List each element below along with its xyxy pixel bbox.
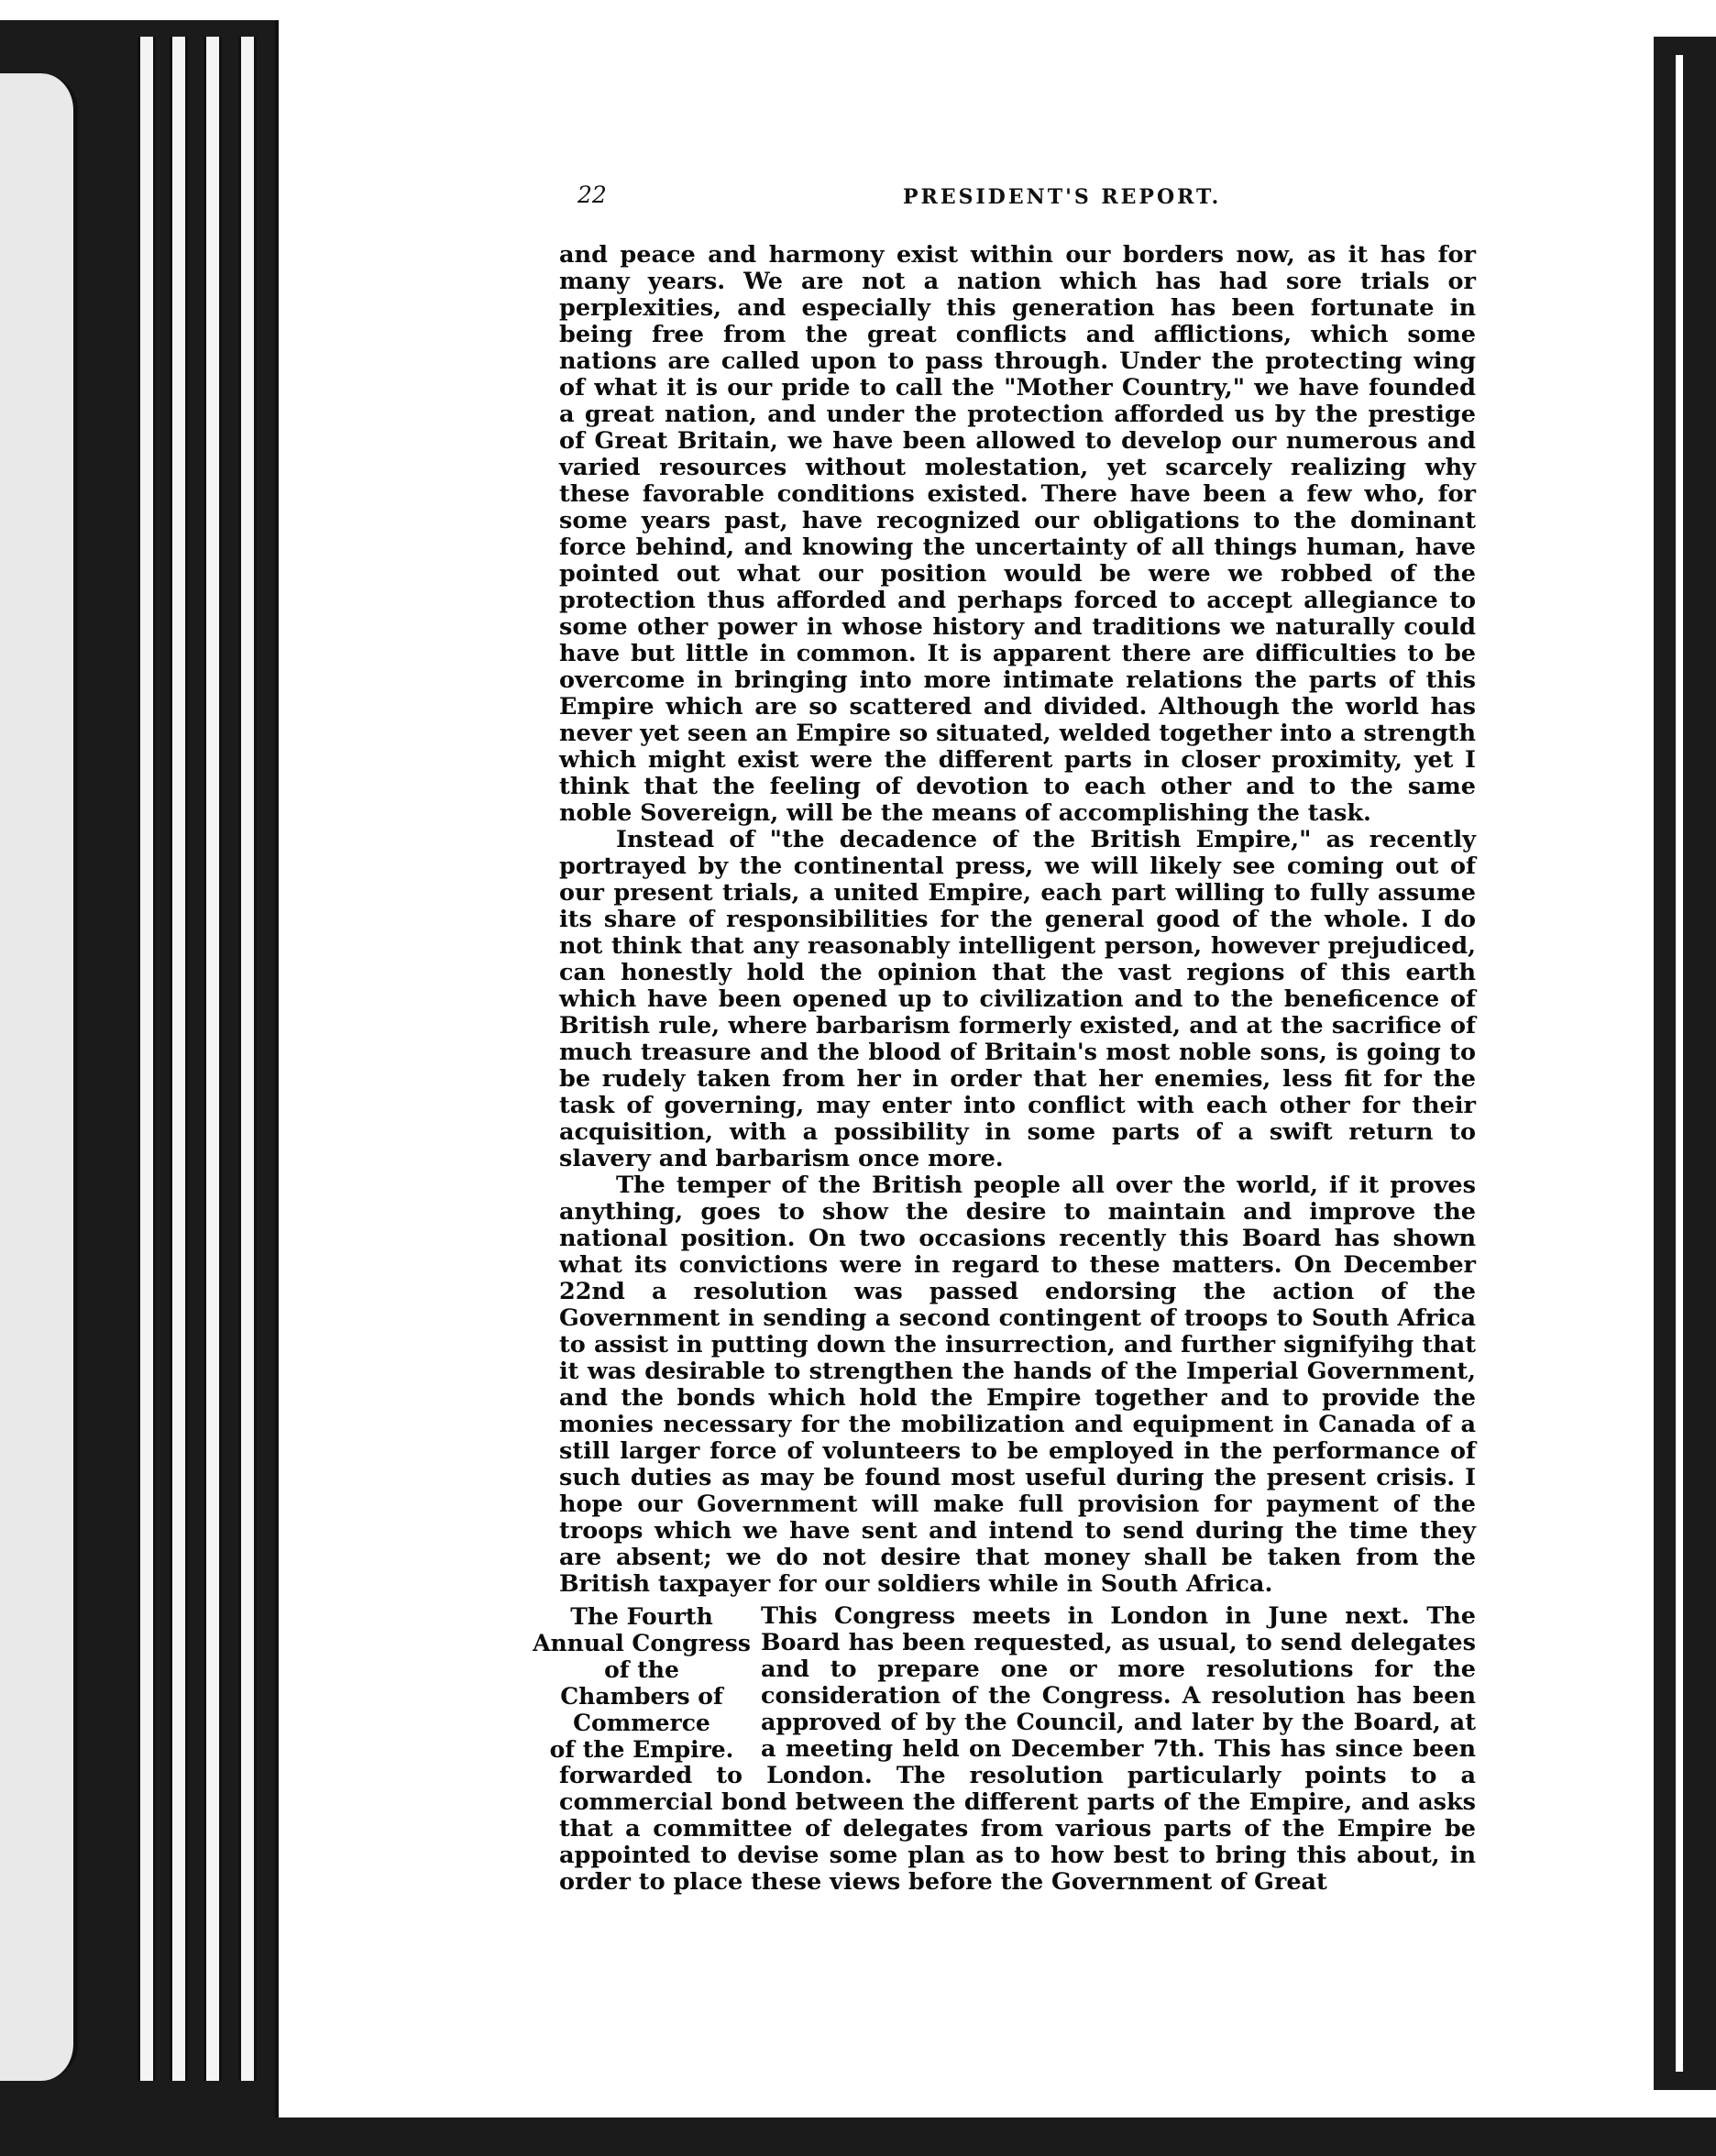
marginal-heading-line: Annual Congress [533, 1630, 751, 1656]
paragraph: This Congress meets in London in June next. The Board has been requested, as usual, to send delegates and to prepare one or more resolutions for the consideration of the Congress. A resolution has been approved of by the Council, and later by the Board, at a meeting held on December 7th. This has since been forwarded to London. The resolution particularly points to a commercial bond between the different parts of the Empire, and asks that a committee of delegates from various parts of the Empire be appointed to devise some plan as to how best to bring this about, in order to place these views before the Government of Great [559, 1602, 1476, 1896]
marginal-heading [532, 1603, 752, 1763]
scan-background-bottom [275, 2118, 1716, 2156]
paragraph: The temper of the British people all over the world, if it proves anything, goes to show the desire to maintain and improve the national position. On two occasions recently this Board has shown what its convictions were in regard to these matters. On December 22nd a resolution was passed endorsing the action of the Government in sending a second contingent of troops to South Africa to assist in putting down the insurrection, and further signifyihg that it was desirable to strengthen the hands of the Imperial Government, and the bonds which hold the Empire together and to provide the monies necessary for the mobilization and equipment in Canada of a still larger force of volunteers to be employed in the performance of such duties as may be found most useful during the present crisis. I hope our Government will make full provision for payment of the troops which we have sent and intend to send during the time they are absent; we do not desire that money shall be taken from the British taxpayer for our soldiers while in South Africa. [559, 1172, 1476, 1598]
scan-background-top [0, 0, 1716, 20]
page-stack-edge [170, 37, 188, 2081]
facing-page-edge [0, 73, 78, 2081]
page-stack-edge [204, 37, 222, 2081]
scan-background-right [1652, 37, 1716, 2090]
paragraph: Instead of "the decadence of the British Empire," as recently portrayed by the continental press, we will likely see coming out of our present trials, a united Empire, each part willing to fully assume its share of responsibilities for the general good of the whole. I do not think that any reasonably intelligent person, however prejudiced, can honestly hold the opinion that the vast regions of this earth which have been opened up to civilization and to the beneficence of British rule, where barbarism formerly existed, and at the sacrifice of much treasure and the blood of Britain's most noble sons, is going to be rudely taken from her in order that her enemies, less fit for the task of governing, may enter into conflict with each other for their acquisition, with a possibility in some parts of a swift return to slavery and barbarism once more. [559, 826, 1476, 1172]
congress-section [533, 1602, 1476, 1896]
page-body [533, 241, 1476, 1896]
running-head: PRESIDENT'S REPORT. [903, 185, 1222, 209]
page-number: 22 [578, 182, 607, 208]
marginal-heading-line: of the Empire. [549, 1736, 734, 1763]
marginal-heading-line: Commerce [573, 1710, 710, 1736]
marginal-heading-line: The Fourth [570, 1603, 713, 1630]
paragraph: and peace and harmony exist within our borders now, as it has for many years. We are not a nation which has had sore trials or perplexities, and especially this generation has been fortunate in being free from the great conflicts and afflictions, which some nations are called upon to pass through. Under the protecting wing of what it is our pride to call the "Mother Country," we have founded a great nation, and under the protection afforded us by the prestige of Great Britain, we have been allowed to develop our numerous and varied resources without molestation, yet scarcely realizing why these favorable conditions existed. There have been a few who, for some years past, have recognized our obligations to the dominant force behind, and knowing the uncertainty of all things human, have pointed out what our position would be were we robbed of the protection thus afforded and perhaps forced to accept allegiance to some other power in whose history and traditions we naturally could have but little in common. It is apparent there are difficulties to be overcome in bringing into more intimate relations the parts of this Empire which are so scattered and divided. Although the world has never yet seen an Empire so situated, welded together into a strength which might exist were the different parts in closer proximity, yet I think that the feeling of devotion to each other and to the same noble Sovereign, will be the means of accomplishing the task. [559, 241, 1476, 827]
page-edge-right [1676, 55, 1683, 2072]
page-header [578, 182, 1476, 218]
page-stack-edge [138, 37, 156, 2081]
page-stack-edge [238, 37, 257, 2081]
marginal-heading-line: of the [604, 1656, 679, 1683]
marginal-heading-line: Chambers of [560, 1683, 723, 1710]
